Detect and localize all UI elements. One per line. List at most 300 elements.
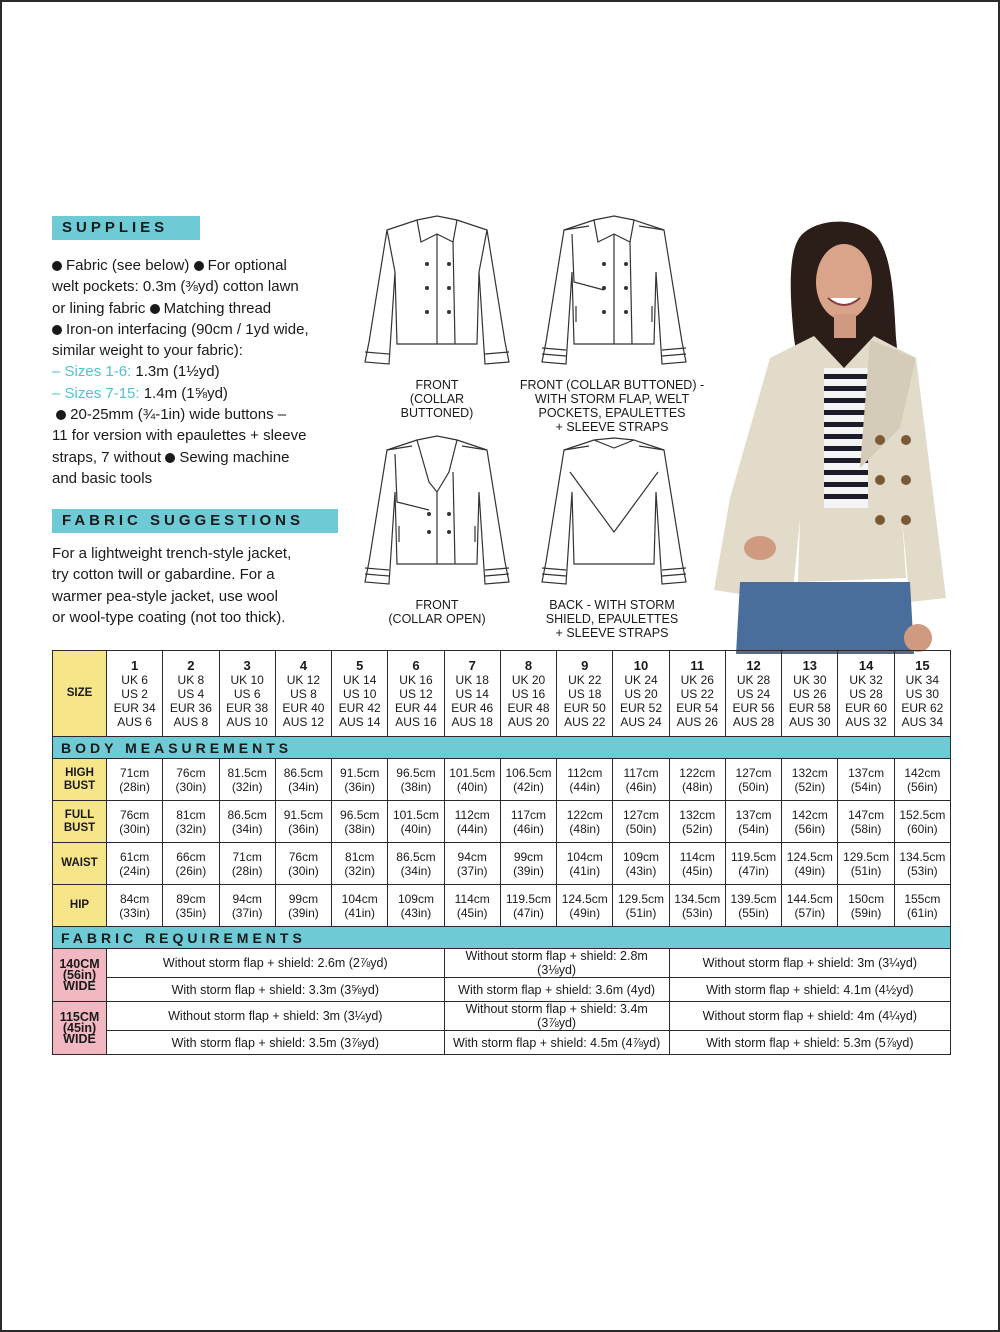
measurement-inch: (41in) (344, 905, 376, 920)
measurement-inch: (33in) (119, 905, 150, 920)
measurement-cell (894, 801, 950, 843)
size-us: US 20 (624, 686, 658, 701)
size-uk: UK 6 (121, 672, 148, 687)
size-number: 2 (187, 657, 195, 673)
measurement-inch: (47in) (513, 905, 544, 920)
size-eur: EUR 62 (901, 700, 944, 715)
measurement-inch: (26in) (175, 863, 207, 878)
sizes-range-value: 1.3m (1½yd) (135, 363, 220, 381)
measurement-inch: (39in) (513, 863, 544, 878)
measurement-inch: (59in) (850, 905, 882, 920)
bullet-icon (52, 325, 62, 335)
measurement-cm: 106.5cm (505, 765, 552, 780)
measurement-cell (500, 801, 556, 843)
measurement-cm: 94cm (232, 891, 262, 906)
measurement-cm: 112cm (567, 765, 603, 780)
measurement-inch: (45in) (681, 863, 713, 878)
caption-line: FRONT (COLLAR BUTTONED) - (519, 378, 705, 392)
fabric-requirement-cell: With storm flap + shield: 3.3m (3⅝yd) (107, 978, 445, 1002)
measurement-inch: (51in) (850, 863, 882, 878)
measurement-cm: 84cm (119, 891, 150, 906)
measurement-cell (613, 843, 669, 885)
supplies-line: straps, 7 without (52, 448, 162, 466)
measurement-cell (163, 759, 219, 801)
measurement-label-line: HIGH (65, 766, 94, 779)
measurement-cm: 99cm (513, 849, 544, 864)
fabric-requirement-cell: With storm flap + shield: 3.5m (3⅞yd) (107, 1031, 445, 1055)
measurement-cm: 142cm (904, 765, 941, 780)
supplies-line: 20-25mm (¾-1in) wide buttons – (70, 406, 287, 424)
measurement-cell (838, 885, 894, 927)
measurement-inch: (57in) (794, 905, 826, 920)
measurement-inch: (44in) (569, 779, 601, 794)
size-aus: AUS 14 (339, 714, 381, 729)
measurement-cm: 155cm (904, 891, 941, 906)
measurement-cell (557, 801, 613, 843)
size-number: 15 (915, 657, 930, 673)
supplies-line: Fabric (see below) (66, 257, 190, 274)
measurement-inch: (50in) (738, 779, 769, 794)
caption-line: (COLLAR OPEN) (388, 612, 486, 626)
measurement-cell (500, 885, 556, 927)
measurement-cm: 76cm (119, 807, 150, 822)
measurement-cm: 137cm (735, 807, 772, 822)
measurement-cm: 119.5cm (730, 849, 777, 864)
size-number: 4 (299, 657, 308, 673)
size-eur: EUR 40 (282, 700, 325, 715)
size-aus: AUS 30 (789, 714, 831, 729)
measurement-inch: (35in) (175, 905, 207, 920)
size-number: 5 (356, 657, 364, 673)
size-aus: AUS 22 (564, 714, 606, 729)
size-eur: EUR 34 (113, 700, 156, 715)
size-us: US 12 (399, 686, 433, 701)
supplies-line: Matching thread (163, 299, 272, 317)
measurement-cell (838, 843, 894, 885)
size-uk: UK 30 (793, 672, 827, 687)
fabric-suggestions-heading: FABRIC SUGGESTIONS (52, 509, 338, 533)
size-aus: AUS 18 (451, 714, 493, 729)
size-eur: EUR 52 (620, 700, 663, 715)
size-uk: UK 18 (455, 672, 489, 687)
measurement-label-line: WAIST (61, 857, 98, 869)
measurement-inch: (46in) (625, 779, 657, 794)
measurement-cell (444, 843, 500, 885)
measurement-inch: (53in) (681, 905, 713, 920)
measurement-cell (275, 885, 331, 927)
size-cell (163, 651, 219, 737)
caption-front-storm-flap (507, 378, 717, 434)
pattern-back-page (2, 2, 998, 1330)
measurement-cell (388, 801, 444, 843)
size-eur: EUR 36 (169, 700, 212, 715)
measurement-cm: 114cm (679, 849, 715, 864)
measurement-cell (332, 843, 388, 885)
measurement-cell (669, 885, 725, 927)
size-eur: EUR 46 (451, 700, 494, 715)
measurement-cell (669, 801, 725, 843)
measurement-cell (219, 885, 275, 927)
measurement-inch: (38in) (400, 779, 432, 794)
measurement-inch: (28in) (119, 779, 150, 794)
size-uk: UK 28 (736, 672, 771, 687)
measurement-label-line: BUST (63, 779, 96, 792)
size-cell (782, 651, 838, 737)
bullet-icon (150, 304, 160, 314)
caption-line: BACK - WITH STORM (549, 598, 675, 612)
fabric-width-line: (56in) (62, 967, 97, 982)
measurement-cm: 91.5cm (340, 765, 380, 780)
fabric-row (53, 1031, 951, 1055)
jacket-front-collar-buttoned-drawing (357, 212, 517, 372)
fabric-requirement-cell: With storm flap + shield: 4.1m (4½yd) (669, 978, 950, 1002)
size-us: US 26 (793, 686, 827, 701)
measurement-cell (613, 801, 669, 843)
size-us: US 24 (736, 686, 771, 701)
measurement-cm: 132cm (679, 807, 716, 822)
size-eur: EUR 56 (732, 700, 775, 715)
size-us: US 16 (511, 686, 546, 701)
measurement-cell (163, 885, 219, 927)
size-chart-table (52, 650, 951, 1055)
caption-front-collar-buttoned (377, 378, 497, 420)
measurement-cell (219, 759, 275, 801)
fabric-requirement-cell: Without storm flap + shield: 2.8m (3⅛yd) (444, 949, 669, 978)
measurement-inch: (49in) (794, 863, 826, 878)
measurement-cm: 81.5cm (227, 765, 267, 780)
supplies-text (52, 255, 352, 489)
measurement-inch: (49in) (569, 905, 601, 920)
measurement-inch: (60in) (907, 821, 938, 836)
measurement-inch: (44in) (456, 821, 488, 836)
measurement-cm: 150cm (848, 891, 885, 906)
measurement-cell (388, 843, 444, 885)
measurement-inch: (41in) (569, 863, 601, 878)
measurement-inch: (45in) (456, 905, 488, 920)
fabric-width-line: WIDE (63, 1031, 96, 1046)
size-aus: AUS 28 (732, 714, 775, 729)
jacket-front-collar-open-drawing (357, 432, 517, 592)
measurement-inch: (24in) (119, 863, 150, 878)
measurement-cell (725, 759, 781, 801)
measurement-cm: 81cm (345, 849, 375, 864)
caption-line: + SLEEVE STRAPS (555, 420, 669, 434)
measurement-cm: 127cm (735, 765, 772, 780)
fabric-width-line: WIDE (63, 978, 96, 993)
measurement-cm: 132cm (791, 765, 828, 780)
size-number: 8 (524, 657, 533, 673)
measurement-cm: 94cm (457, 849, 487, 864)
measurement-row (53, 759, 951, 801)
measurement-cell (557, 843, 613, 885)
size-cell (669, 651, 725, 737)
bullet-icon (165, 453, 175, 463)
measurement-cm: 147cm (848, 807, 885, 822)
fabric-requirement-cell: Without storm flap + shield: 3m (3¼yd) (107, 1002, 445, 1031)
caption-line: BUTTONED) (400, 406, 474, 420)
size-uk: UK 20 (511, 672, 546, 687)
sizes-range-label: – Sizes 1-6: (52, 363, 132, 381)
measurement-inch: (39in) (288, 905, 319, 920)
size-us: US 10 (343, 686, 377, 701)
measurement-row (53, 801, 951, 843)
measurement-cm: 122cm (679, 765, 716, 780)
size-aus: AUS 32 (845, 714, 887, 729)
measurement-cm: 124.5cm (561, 891, 608, 906)
measurement-cell (782, 885, 838, 927)
measurement-inch: (48in) (569, 821, 601, 836)
measurement-cell (838, 801, 894, 843)
measurement-cell (219, 843, 275, 885)
size-us: US 6 (233, 686, 261, 701)
measurement-cm: 137cm (848, 765, 885, 780)
sizes-range-label: – Sizes 7-15: (52, 384, 140, 402)
size-aus: AUS 26 (676, 714, 718, 729)
size-eur: EUR 44 (394, 700, 437, 715)
size-uk: UK 10 (230, 672, 264, 687)
suggestion-line: For a lightweight trench-style jacket, (52, 545, 292, 562)
size-us: US 14 (455, 686, 489, 701)
measurement-inch: (56in) (794, 821, 826, 836)
fabric-requirements-heading: FABRIC REQUIREMENTS (53, 927, 951, 949)
measurement-cell (275, 843, 331, 885)
size-number: 14 (858, 657, 874, 673)
caption-line: (COLLAR (409, 392, 465, 406)
measurement-cm: 96.5cm (396, 765, 436, 780)
jacket-front-storm-flap-drawing (534, 212, 694, 372)
measurement-cm: 109cm (623, 849, 660, 864)
measurement-cell (388, 759, 444, 801)
size-aus: AUS 24 (620, 714, 662, 729)
fabric-requirement-cell: Without storm flap + shield: 2.6m (2⅞yd) (107, 949, 445, 978)
supplies-line: Sewing machine (179, 448, 290, 466)
size-aus: AUS 12 (282, 714, 325, 729)
fabric-requirements-band (53, 927, 951, 949)
size-number: 6 (412, 657, 420, 673)
measurement-cm: 66cm (176, 849, 206, 864)
measurement-inch: (32in) (231, 779, 263, 794)
measurement-inch: (43in) (625, 863, 657, 878)
size-us: US 2 (121, 686, 148, 701)
size-cell (219, 651, 275, 737)
size-number: 13 (802, 657, 818, 673)
measurement-inch: (40in) (456, 779, 488, 794)
size-uk: UK 26 (680, 672, 714, 687)
caption-line: FRONT (415, 598, 459, 612)
size-number: 11 (690, 657, 705, 673)
fabric-width-label (53, 949, 107, 1002)
measurement-cell (669, 843, 725, 885)
measurement-inch: (50in) (625, 821, 657, 836)
measurement-cm: 117cm (623, 765, 659, 780)
measurement-inch: (58in) (850, 821, 882, 836)
size-aus: AUS 16 (395, 714, 437, 729)
measurement-label (53, 801, 107, 843)
measurement-cm: 99cm (288, 891, 319, 906)
size-uk: UK 12 (286, 672, 321, 687)
measurement-inch: (55in) (738, 905, 769, 920)
measurement-cm: 114cm (454, 891, 490, 906)
measurement-inch: (38in) (344, 821, 376, 836)
size-aus: AUS 34 (901, 714, 944, 729)
measurement-inch: (52in) (794, 779, 826, 794)
measurement-cm: 134.5cm (674, 891, 721, 906)
fabric-row (53, 1002, 951, 1031)
size-aus: AUS 10 (226, 714, 268, 729)
measurement-cell (782, 843, 838, 885)
measurement-cm: 86.5cm (396, 849, 436, 864)
measurement-cell (782, 759, 838, 801)
measurement-label-line: BUST (63, 821, 96, 834)
measurement-cell (894, 885, 950, 927)
measurement-cm: 127cm (623, 807, 660, 822)
size-number: 7 (468, 657, 476, 673)
size-eur: EUR 50 (563, 700, 606, 715)
measurement-cell (332, 885, 388, 927)
measurement-cm: 91.5cm (283, 807, 324, 822)
size-cell (500, 651, 556, 737)
sizes-range-value: 1.4m (1⅝yd) (143, 384, 228, 402)
measurement-inch: (32in) (175, 821, 207, 836)
supplies-line: similar weight to your fabric): (52, 342, 243, 360)
supplies-heading: SUPPLIES (52, 216, 200, 240)
supplies-line: and basic tools (52, 469, 153, 487)
measurement-inch: (54in) (850, 779, 882, 794)
measurement-cell (894, 759, 950, 801)
measurement-inch: (30in) (288, 863, 319, 878)
body-measurements-band (53, 737, 951, 759)
measurement-cm: 152.5cm (899, 807, 946, 822)
measurement-inch: (40in) (400, 821, 432, 836)
measurement-cell (613, 885, 669, 927)
size-cell (557, 651, 613, 737)
measurement-label (53, 885, 107, 927)
fabric-width-line: 140CM (59, 956, 100, 971)
measurement-cell (107, 885, 163, 927)
size-eur: EUR 60 (845, 700, 888, 715)
size-uk: UK 16 (399, 672, 433, 687)
fabric-suggestions-text (52, 543, 352, 628)
size-cell (388, 651, 444, 737)
bullet-icon (194, 261, 204, 271)
suggestion-line: or wool-type coating (not too thick). (52, 608, 286, 626)
size-eur: EUR 38 (226, 700, 269, 715)
bullet-icon (52, 261, 62, 271)
measurement-cm: 124.5cm (786, 849, 833, 864)
measurement-inch: (52in) (681, 821, 713, 836)
measurement-cell (332, 801, 388, 843)
size-cell (275, 651, 331, 737)
size-number: 10 (633, 657, 649, 673)
caption-back (522, 598, 702, 640)
body-measurements-heading: BODY MEASUREMENTS (53, 737, 951, 759)
size-eur: EUR 58 (788, 700, 831, 715)
measurement-inch: (34in) (288, 779, 319, 794)
measurement-inch: (36in) (344, 779, 376, 794)
measurement-cell (669, 759, 725, 801)
caption-line: POCKETS, EPAULETTES (538, 406, 686, 420)
measurement-inch: (43in) (400, 905, 432, 920)
measurement-cell (332, 759, 388, 801)
measurement-cell (894, 843, 950, 885)
size-label-cell: SIZE (53, 651, 107, 737)
supplies-line: welt pockets: 0.3m (⅜yd) cotton lawn (52, 278, 299, 296)
caption-line: SHIELD, EPAULETTES (545, 612, 679, 626)
measurement-inch: (42in) (513, 779, 544, 794)
measurement-cell (275, 801, 331, 843)
size-cell (107, 651, 163, 737)
measurement-cm: 76cm (288, 849, 319, 864)
jacket-back-drawing (534, 432, 694, 592)
measurement-cm: 89cm (176, 891, 206, 906)
size-eur: EUR 48 (507, 700, 550, 715)
size-us: US 28 (849, 686, 883, 701)
measurement-cm: 101.5cm (392, 807, 439, 822)
measurement-inch: (30in) (175, 779, 207, 794)
size-uk: UK 14 (343, 672, 377, 687)
measurement-cm: 86.5cm (283, 765, 324, 780)
measurement-inch: (34in) (231, 821, 263, 836)
measurement-cell (725, 885, 781, 927)
measurement-cm: 71cm (232, 849, 262, 864)
size-uk: UK 22 (568, 672, 602, 687)
fabric-width-label (53, 1002, 107, 1055)
size-us: US 4 (177, 686, 205, 701)
bullet-icon (56, 410, 66, 420)
measurement-inch: (28in) (231, 863, 263, 878)
measurement-cm: 129.5cm (843, 849, 890, 864)
measurement-inch: (47in) (738, 863, 769, 878)
measurement-cell (444, 885, 500, 927)
size-number: 1 (131, 657, 139, 673)
measurement-inch: (37in) (456, 863, 488, 878)
measurement-cell (782, 801, 838, 843)
measurement-inch: (61in) (907, 905, 938, 920)
measurement-cell (107, 759, 163, 801)
measurement-cm: 134.5cm (899, 849, 946, 864)
measurement-cm: 144.5cm (786, 891, 833, 906)
measurement-label (53, 843, 107, 885)
size-us: US 18 (568, 686, 602, 701)
size-cell (838, 651, 894, 737)
measurement-cm: 71cm (119, 765, 150, 780)
size-cell (332, 651, 388, 737)
size-uk: UK 8 (177, 672, 205, 687)
size-uk: UK 34 (905, 672, 940, 687)
size-aus: AUS 8 (173, 714, 209, 729)
caption-line: WITH STORM FLAP, WELT (534, 392, 690, 406)
measurement-inch: (51in) (625, 905, 657, 920)
measurement-cm: 139.5cm (730, 891, 777, 906)
measurement-label-line: FULL (64, 808, 95, 821)
measurement-cell (725, 801, 781, 843)
fabric-requirement-cell: With storm flap + shield: 5.3m (5⅞yd) (669, 1031, 950, 1055)
size-uk: UK 24 (624, 672, 658, 687)
suggestion-line: warmer pea-style jacket, use wool (52, 587, 278, 605)
size-cell (894, 651, 950, 737)
measurement-inch: (53in) (907, 863, 938, 878)
measurement-cm: 81cm (176, 807, 206, 822)
measurement-inch: (34in) (400, 863, 432, 878)
measurement-cell (557, 759, 613, 801)
fabric-requirement-cell: Without storm flap + shield: 3.4m (3⅞yd) (444, 1002, 669, 1031)
size-number: 9 (581, 657, 589, 673)
fabric-width-line: 115CM (59, 1009, 100, 1024)
measurement-cell (725, 843, 781, 885)
measurement-row (53, 885, 951, 927)
measurement-inch: (36in) (288, 821, 319, 836)
size-cell (613, 651, 669, 737)
